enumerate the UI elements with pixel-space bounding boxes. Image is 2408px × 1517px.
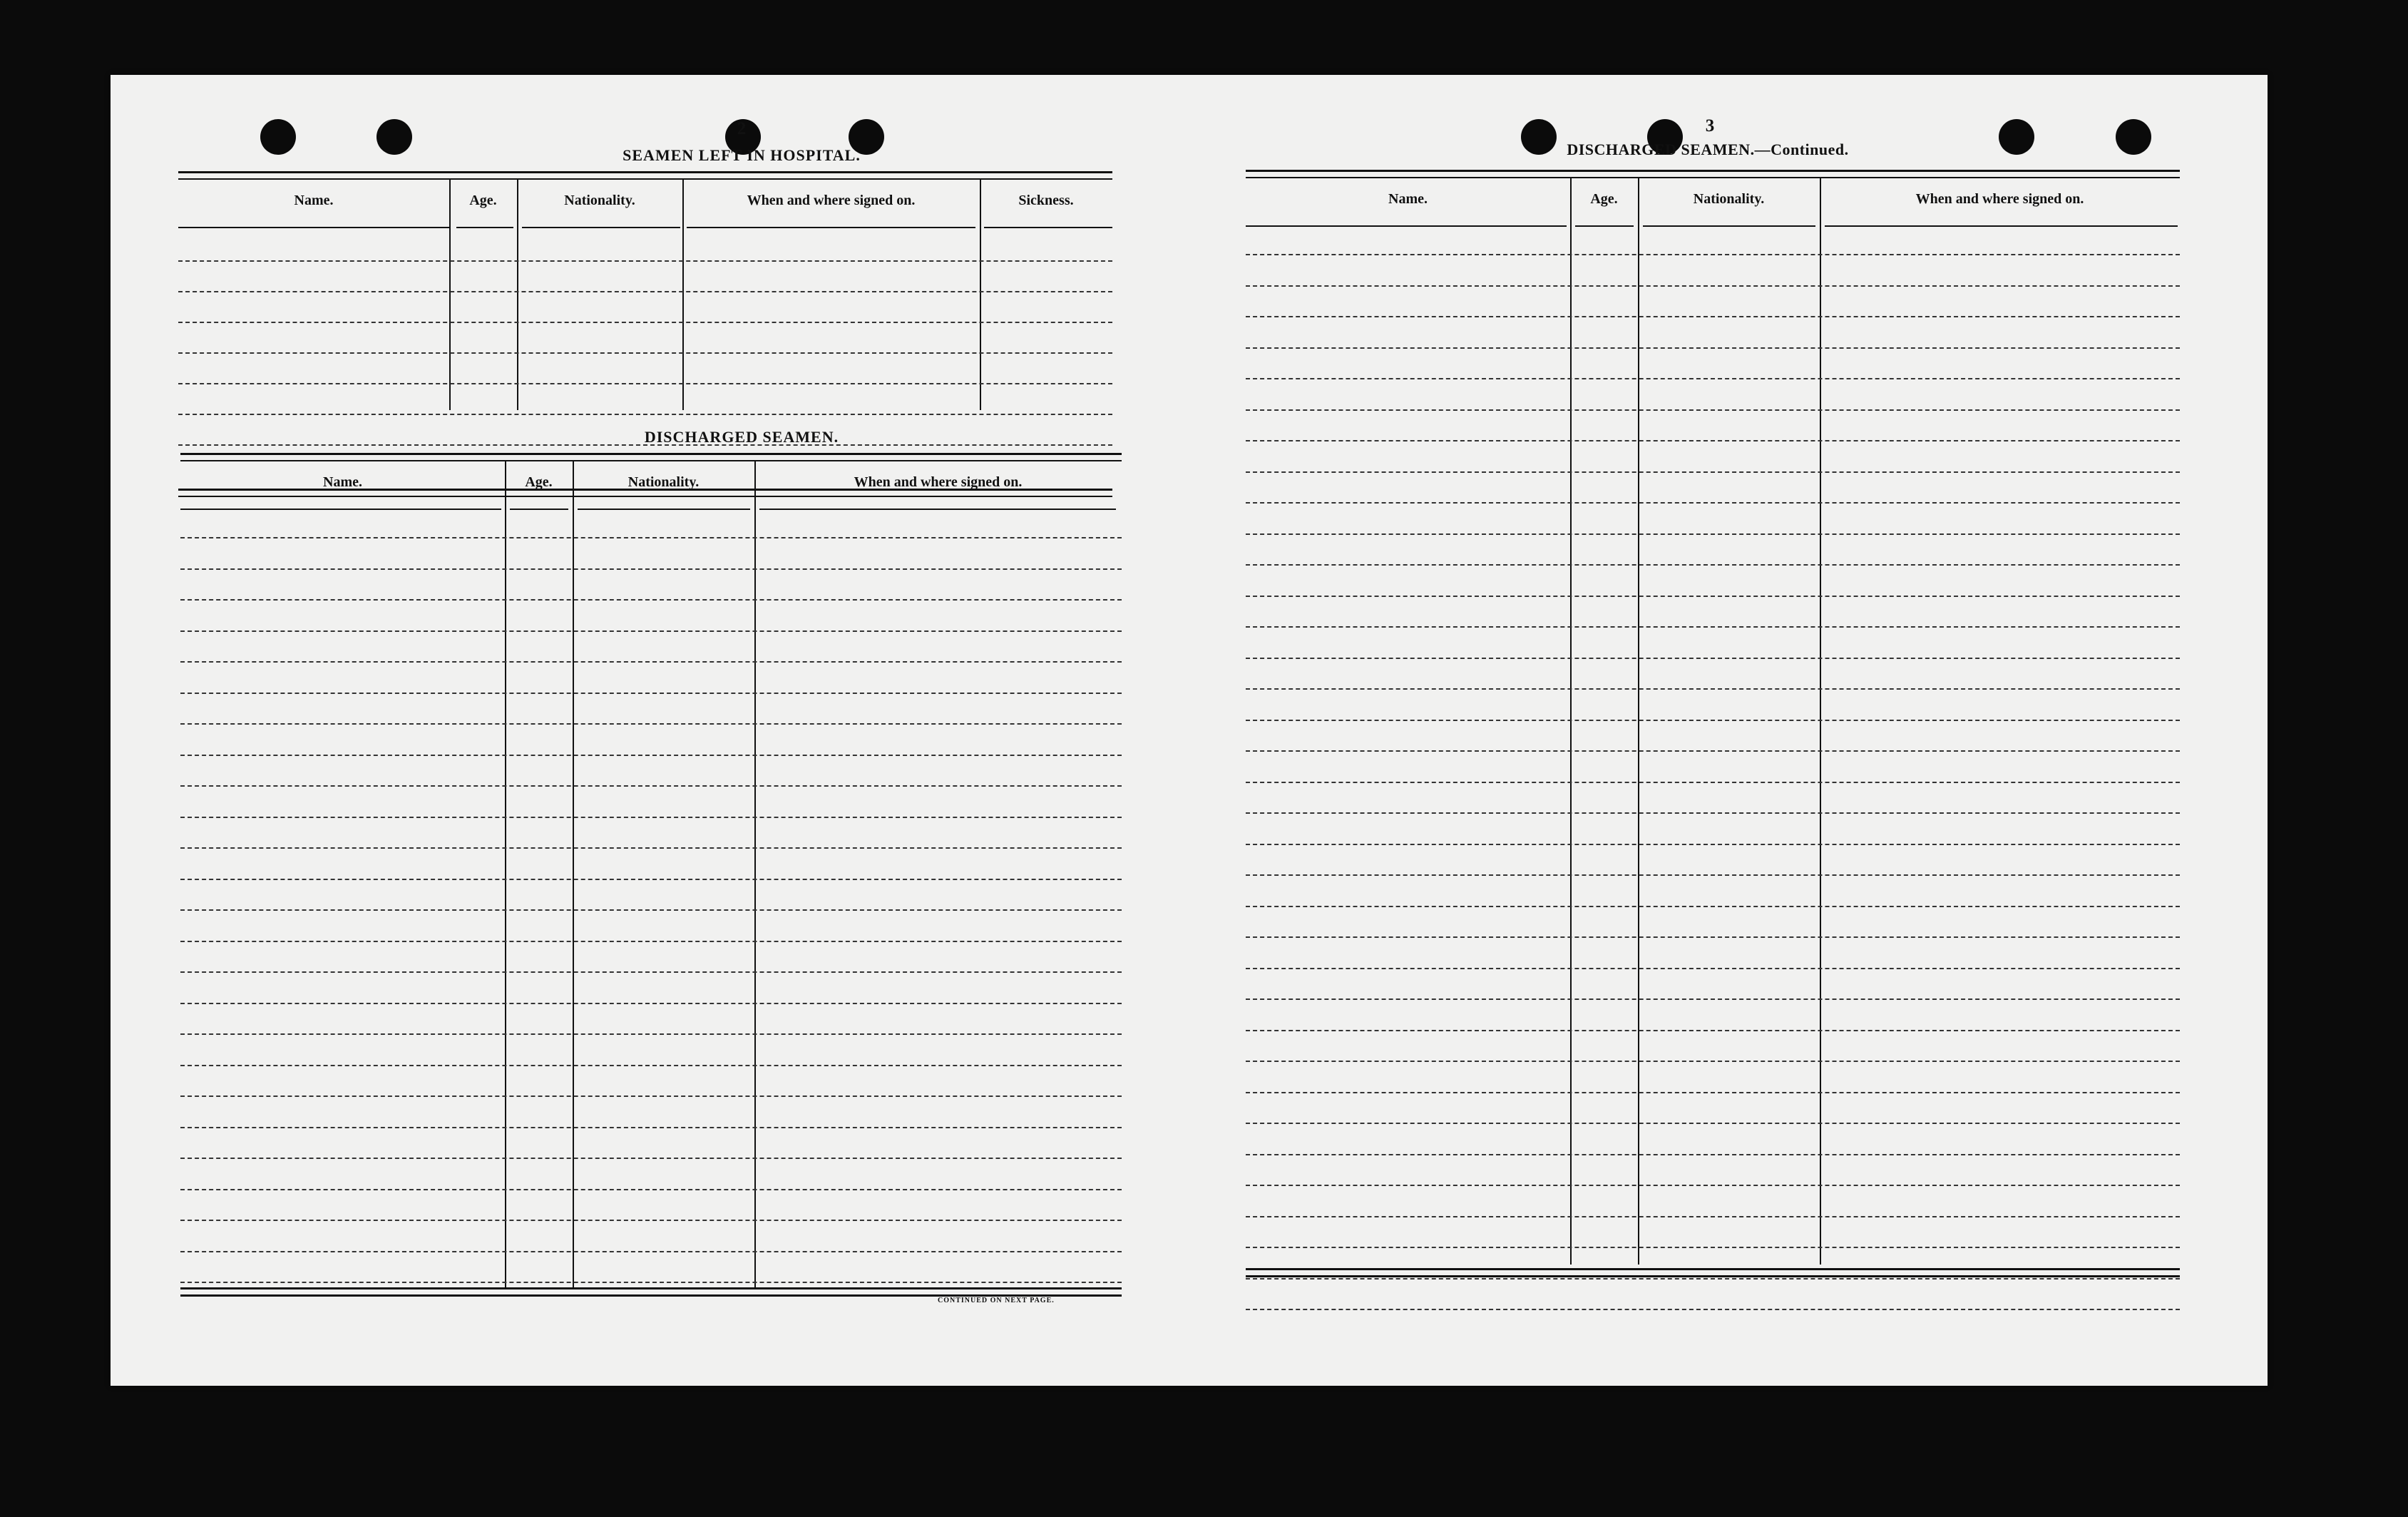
header-underline xyxy=(984,227,1112,228)
page-number-right: 3 xyxy=(1705,116,1715,136)
entry-row-line xyxy=(180,785,1122,787)
hospital-section-title: SEAMEN LEFT IN HOSPITAL. xyxy=(623,146,861,164)
punch-hole xyxy=(376,119,412,155)
entry-row-line xyxy=(180,941,1122,942)
entry-row-line xyxy=(1246,533,2180,535)
entry-row-line xyxy=(180,1220,1122,1221)
discharged-col-age: Age. xyxy=(525,474,553,490)
entry-row-line xyxy=(1246,658,2180,659)
entry-row-line xyxy=(178,352,1112,354)
header-underline xyxy=(1825,225,2178,227)
entry-row-line xyxy=(1246,626,2180,628)
entry-row-line xyxy=(1246,812,2180,814)
header-underline xyxy=(456,227,513,228)
entry-row-line xyxy=(1246,254,2180,255)
entry-row-line xyxy=(180,599,1122,601)
entry-row-line xyxy=(1246,1216,2180,1217)
entry-row-line xyxy=(1246,720,2180,721)
entry-row-line xyxy=(178,260,1112,262)
entry-row-line xyxy=(1246,1123,2180,1124)
entry-row-line xyxy=(178,322,1112,323)
column-divider xyxy=(754,460,756,1287)
entry-row-line xyxy=(1246,316,2180,317)
entry-row-line xyxy=(1246,874,2180,876)
column-divider xyxy=(980,178,981,410)
entry-row-line xyxy=(1246,906,2180,907)
entry-row-line xyxy=(1246,688,2180,690)
hospital-col-signed-on: When and where signed on. xyxy=(747,193,916,208)
discharged-col-signed-on: When and where signed on. xyxy=(854,474,1023,490)
entry-row-line xyxy=(180,879,1122,880)
hospital-col-name: Name. xyxy=(294,193,334,208)
table-top-rule xyxy=(178,171,1112,180)
entry-row-line xyxy=(1246,750,2180,752)
entry-row-line xyxy=(180,1189,1122,1190)
entry-row-line xyxy=(180,971,1122,973)
continued-col-signed-on: When and where signed on. xyxy=(1915,191,2084,207)
entry-row-line xyxy=(1246,1278,2180,1280)
entry-row-line xyxy=(1246,1247,2180,1248)
entry-row-line xyxy=(1246,936,2180,938)
entry-row-line xyxy=(1246,409,2180,411)
entry-row-line xyxy=(178,291,1112,292)
entry-row-line xyxy=(1246,1061,2180,1062)
entry-row-line xyxy=(1246,502,2180,504)
table-bottom-rule xyxy=(180,1287,1122,1289)
entry-row-line xyxy=(180,847,1122,849)
entry-row-line xyxy=(1246,1154,2180,1155)
entry-row-line xyxy=(180,568,1122,570)
discharged-col-name: Name. xyxy=(323,474,362,490)
discharged-continued-table xyxy=(1246,170,2180,1368)
entry-row-line xyxy=(178,414,1112,415)
entry-row-line xyxy=(180,661,1122,663)
hospital-col-nationality: Nationality. xyxy=(564,193,635,208)
column-divider xyxy=(1570,177,1572,1265)
entry-row-line xyxy=(1246,378,2180,379)
continued-col-name: Name. xyxy=(1388,191,1428,207)
entry-row-line xyxy=(180,1003,1122,1004)
continued-note: CONTINUED ON NEXT PAGE. xyxy=(938,1297,1055,1304)
header-underline xyxy=(1575,225,1634,227)
entry-row-line xyxy=(1246,968,2180,969)
entry-row-line xyxy=(178,383,1112,384)
header-underline xyxy=(578,509,750,510)
punch-hole xyxy=(260,119,296,155)
header-underline xyxy=(759,509,1116,510)
entry-row-line xyxy=(180,537,1122,538)
header-underline xyxy=(522,227,680,228)
entry-row-line xyxy=(1246,1185,2180,1186)
entry-row-line xyxy=(180,909,1122,911)
discharged-section-title: DISCHARGED SEAMEN. xyxy=(644,428,839,446)
entry-row-line xyxy=(180,1251,1122,1252)
header-underline xyxy=(510,509,568,510)
entry-row-line xyxy=(180,1282,1122,1283)
entry-row-line xyxy=(1246,1092,2180,1093)
entry-row-line xyxy=(1246,285,2180,287)
entry-row-line xyxy=(1246,998,2180,1000)
ledger-sheet xyxy=(111,75,2268,1386)
entry-row-line xyxy=(1246,844,2180,845)
column-divider xyxy=(449,178,451,410)
header-underline xyxy=(1246,225,1567,227)
continued-col-age: Age. xyxy=(1590,191,1618,207)
column-divider xyxy=(517,178,518,410)
entry-row-line xyxy=(1246,782,2180,783)
page-number-left: 2 xyxy=(737,119,747,138)
column-divider xyxy=(573,460,574,1287)
hospital-col-age: Age. xyxy=(469,193,497,208)
table-bottom-rule xyxy=(1246,1268,2180,1270)
header-underline xyxy=(178,227,449,228)
entry-row-line xyxy=(1246,347,2180,349)
column-divider xyxy=(1820,177,1821,1265)
entry-row-line xyxy=(180,755,1122,756)
header-underline xyxy=(180,509,501,510)
entry-row-line xyxy=(180,630,1122,632)
discharged-col-nationality: Nationality. xyxy=(627,474,700,490)
punch-hole xyxy=(2116,119,2151,155)
entry-row-line xyxy=(180,817,1122,818)
entry-row-line xyxy=(1246,564,2180,566)
column-divider xyxy=(682,178,684,410)
entry-row-line xyxy=(1246,440,2180,441)
continued-col-nationality: Nationality. xyxy=(1693,191,1765,207)
entry-row-line xyxy=(1246,1030,2180,1031)
punch-hole xyxy=(1999,119,2034,155)
header-underline xyxy=(1643,225,1815,227)
entry-row-line xyxy=(180,1158,1122,1159)
entry-row-line xyxy=(180,723,1122,725)
entry-row-line xyxy=(180,1127,1122,1128)
header-underline xyxy=(687,227,975,228)
entry-row-line xyxy=(180,1065,1122,1066)
discharged-continued-title: DISCHARGED SEAMEN.—Continued. xyxy=(1567,141,1849,158)
hospital-col-sickness: Sickness. xyxy=(1018,193,1074,208)
entry-row-line xyxy=(180,1033,1122,1035)
table-top-rule xyxy=(1246,170,2180,178)
column-divider xyxy=(505,460,506,1287)
table-top-rule xyxy=(180,453,1122,461)
discharged-table xyxy=(180,453,1122,1373)
entry-row-line xyxy=(1246,596,2180,597)
entry-row-line xyxy=(1246,471,2180,473)
entry-row-line xyxy=(180,693,1122,694)
entry-row-line xyxy=(1246,1309,2180,1310)
entry-row-line xyxy=(180,1095,1122,1097)
hospital-table xyxy=(178,171,1112,428)
column-divider xyxy=(1638,177,1639,1265)
